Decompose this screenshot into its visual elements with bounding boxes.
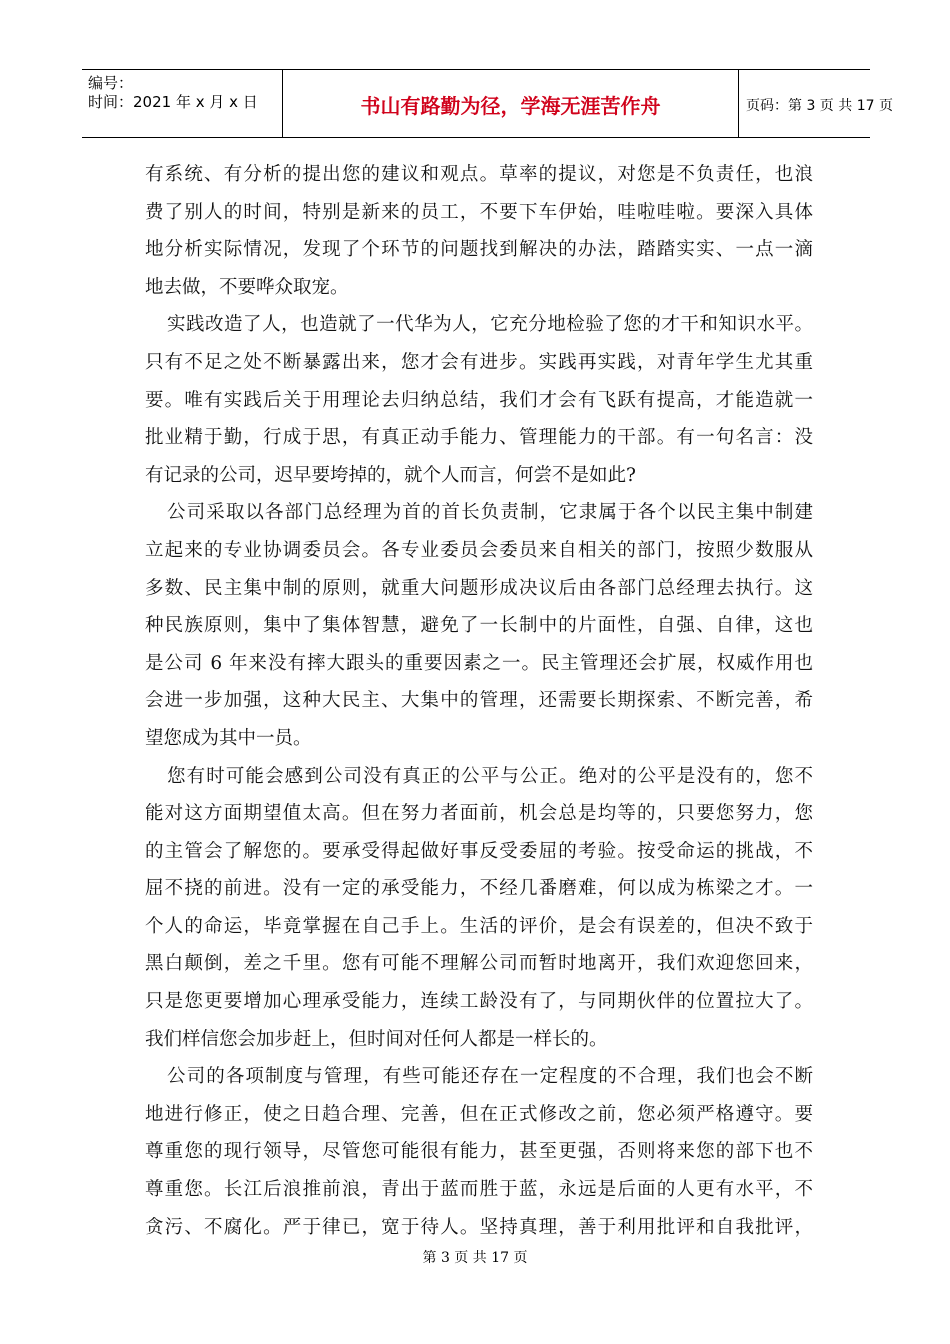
body-line: 地进行修正，使之日趋合理、完善，但在正式修改之前，您必须严格遵守。要 [145, 1103, 813, 1125]
body-line: 批业精于勤，行成于思，有真正动手能力、管理能力的干部。有一句名言：没 [145, 427, 813, 449]
body-line: 尊重您的现行领导，尽管您可能很有能力，甚至更强，否则将来您的部下也不 [145, 1141, 813, 1163]
body-line: 是公司 6 年来没有摔大跟头的重要因素之一。民主管理还会扩展，权威作用也 [145, 652, 813, 674]
body-line: 费了别人的时间，特别是新来的员工，不要下车伊始，哇啦哇啦。要深入具体 [145, 201, 813, 223]
body-line: 我们样信您会加步赶上，但时间对任何人都是一样长的。 [145, 1028, 608, 1050]
body-line: 尊重您。长江后浪推前浪，青出于蓝而胜于蓝，永远是后面的人更有水平，不 [145, 1179, 813, 1201]
body-line: 屈不挠的前进。没有一定的承受能力，不经几番磨难，何以成为栋梁之才。一 [145, 878, 813, 900]
body-line: 有系统、有分析的提出您的建议和观点。草率的提议，对您是不负责任，也浪 [145, 164, 813, 185]
body-line: 只有不足之处不断暴露出来，您才会有进步。实践再实践，对青年学生尤其重 [145, 351, 813, 373]
body-line: 的主管会了解您的。要承受得起做好事反受委屈的考验。按受命运的挑战，不 [145, 840, 813, 862]
header-motto: 书山有路勤为径，学海无涯苦作舟 [360, 94, 661, 118]
paragraph-start-line: 您有时可能会感到公司没有真正的公平与公正。绝对的公平是没有的，您不 [167, 765, 813, 787]
header-motto-cell [282, 70, 739, 137]
paragraph-start-line: 公司的各项制度与管理，有些可能还存在一定程度的不合理，我们也会不断 [167, 1066, 813, 1088]
header-meta-cell [82, 70, 282, 137]
document-body [145, 156, 813, 1246]
body-line: 要。唯有实践后关于用理论去归纳总结，我们才会有飞跃有提高，才能造就一 [145, 389, 813, 411]
document-number-label: 编号： [88, 74, 134, 92]
body-line: 地分析实际情况，发现了个环节的问题找到解决的办法，踏踏实实、一点一滴 [145, 239, 813, 261]
document-header [82, 69, 893, 138]
body-line: 多数、民主集中制的原则，就重大问题形成决议后由各部门总经理去执行。这 [145, 577, 813, 599]
document-date-label: 时间：2021 年 x 月 x 日 [88, 93, 258, 111]
body-line: 能对这方面期望值太高。但在努力者面前，机会总是均等的，只要您努力，您 [145, 803, 813, 825]
body-line: 贪污、不腐化。严于律已，宽于待人。坚持真理，善于利用批评和自我批评， [145, 1216, 813, 1238]
body-line: 黑白颠倒，差之千里。您有可能不理解公司而暂时地离开，我们欢迎您回来， [145, 953, 813, 975]
body-line: 望您成为其中一员。 [145, 727, 312, 749]
header-page-info: 页码：第 3 页 共 17 页 [746, 98, 893, 114]
header-page-cell [738, 70, 893, 137]
page-footer: 第 3 页 共 17 页 [422, 1250, 528, 1266]
body-line: 种民族原则，集中了集体智慧，避免了一长制中的片面性，自强、自律，这也 [145, 615, 813, 637]
body-line: 会进一步加强，这种大民主、大集中的管理，还需要长期探索、不断完善，希 [145, 690, 813, 712]
body-line: 立起来的专业协调委员会。各专业委员会委员来自相关的部门，按照少数服从 [145, 539, 813, 561]
paragraph-start-line: 公司采取以各部门总经理为首的首长负责制，它隶属于各个以民主集中制建 [167, 502, 813, 524]
body-line: 地去做，不要哗众取宠。 [145, 276, 349, 298]
body-line: 只是您更要增加心理承受能力，连续工龄没有了，与同期伙伴的位置拉大了。 [145, 991, 813, 1013]
body-line: 有记录的公司，迟早要垮掉的，就个人而言，何尝不是如此? [145, 464, 636, 486]
paragraph-start-line: 实践改造了人，也造就了一代华为人，它充分地检验了您的才干和知识水平。 [167, 314, 813, 336]
body-line: 个人的命运，毕竟掌握在自己手上。生活的评价，是会有误差的，但决不致于 [145, 915, 813, 937]
